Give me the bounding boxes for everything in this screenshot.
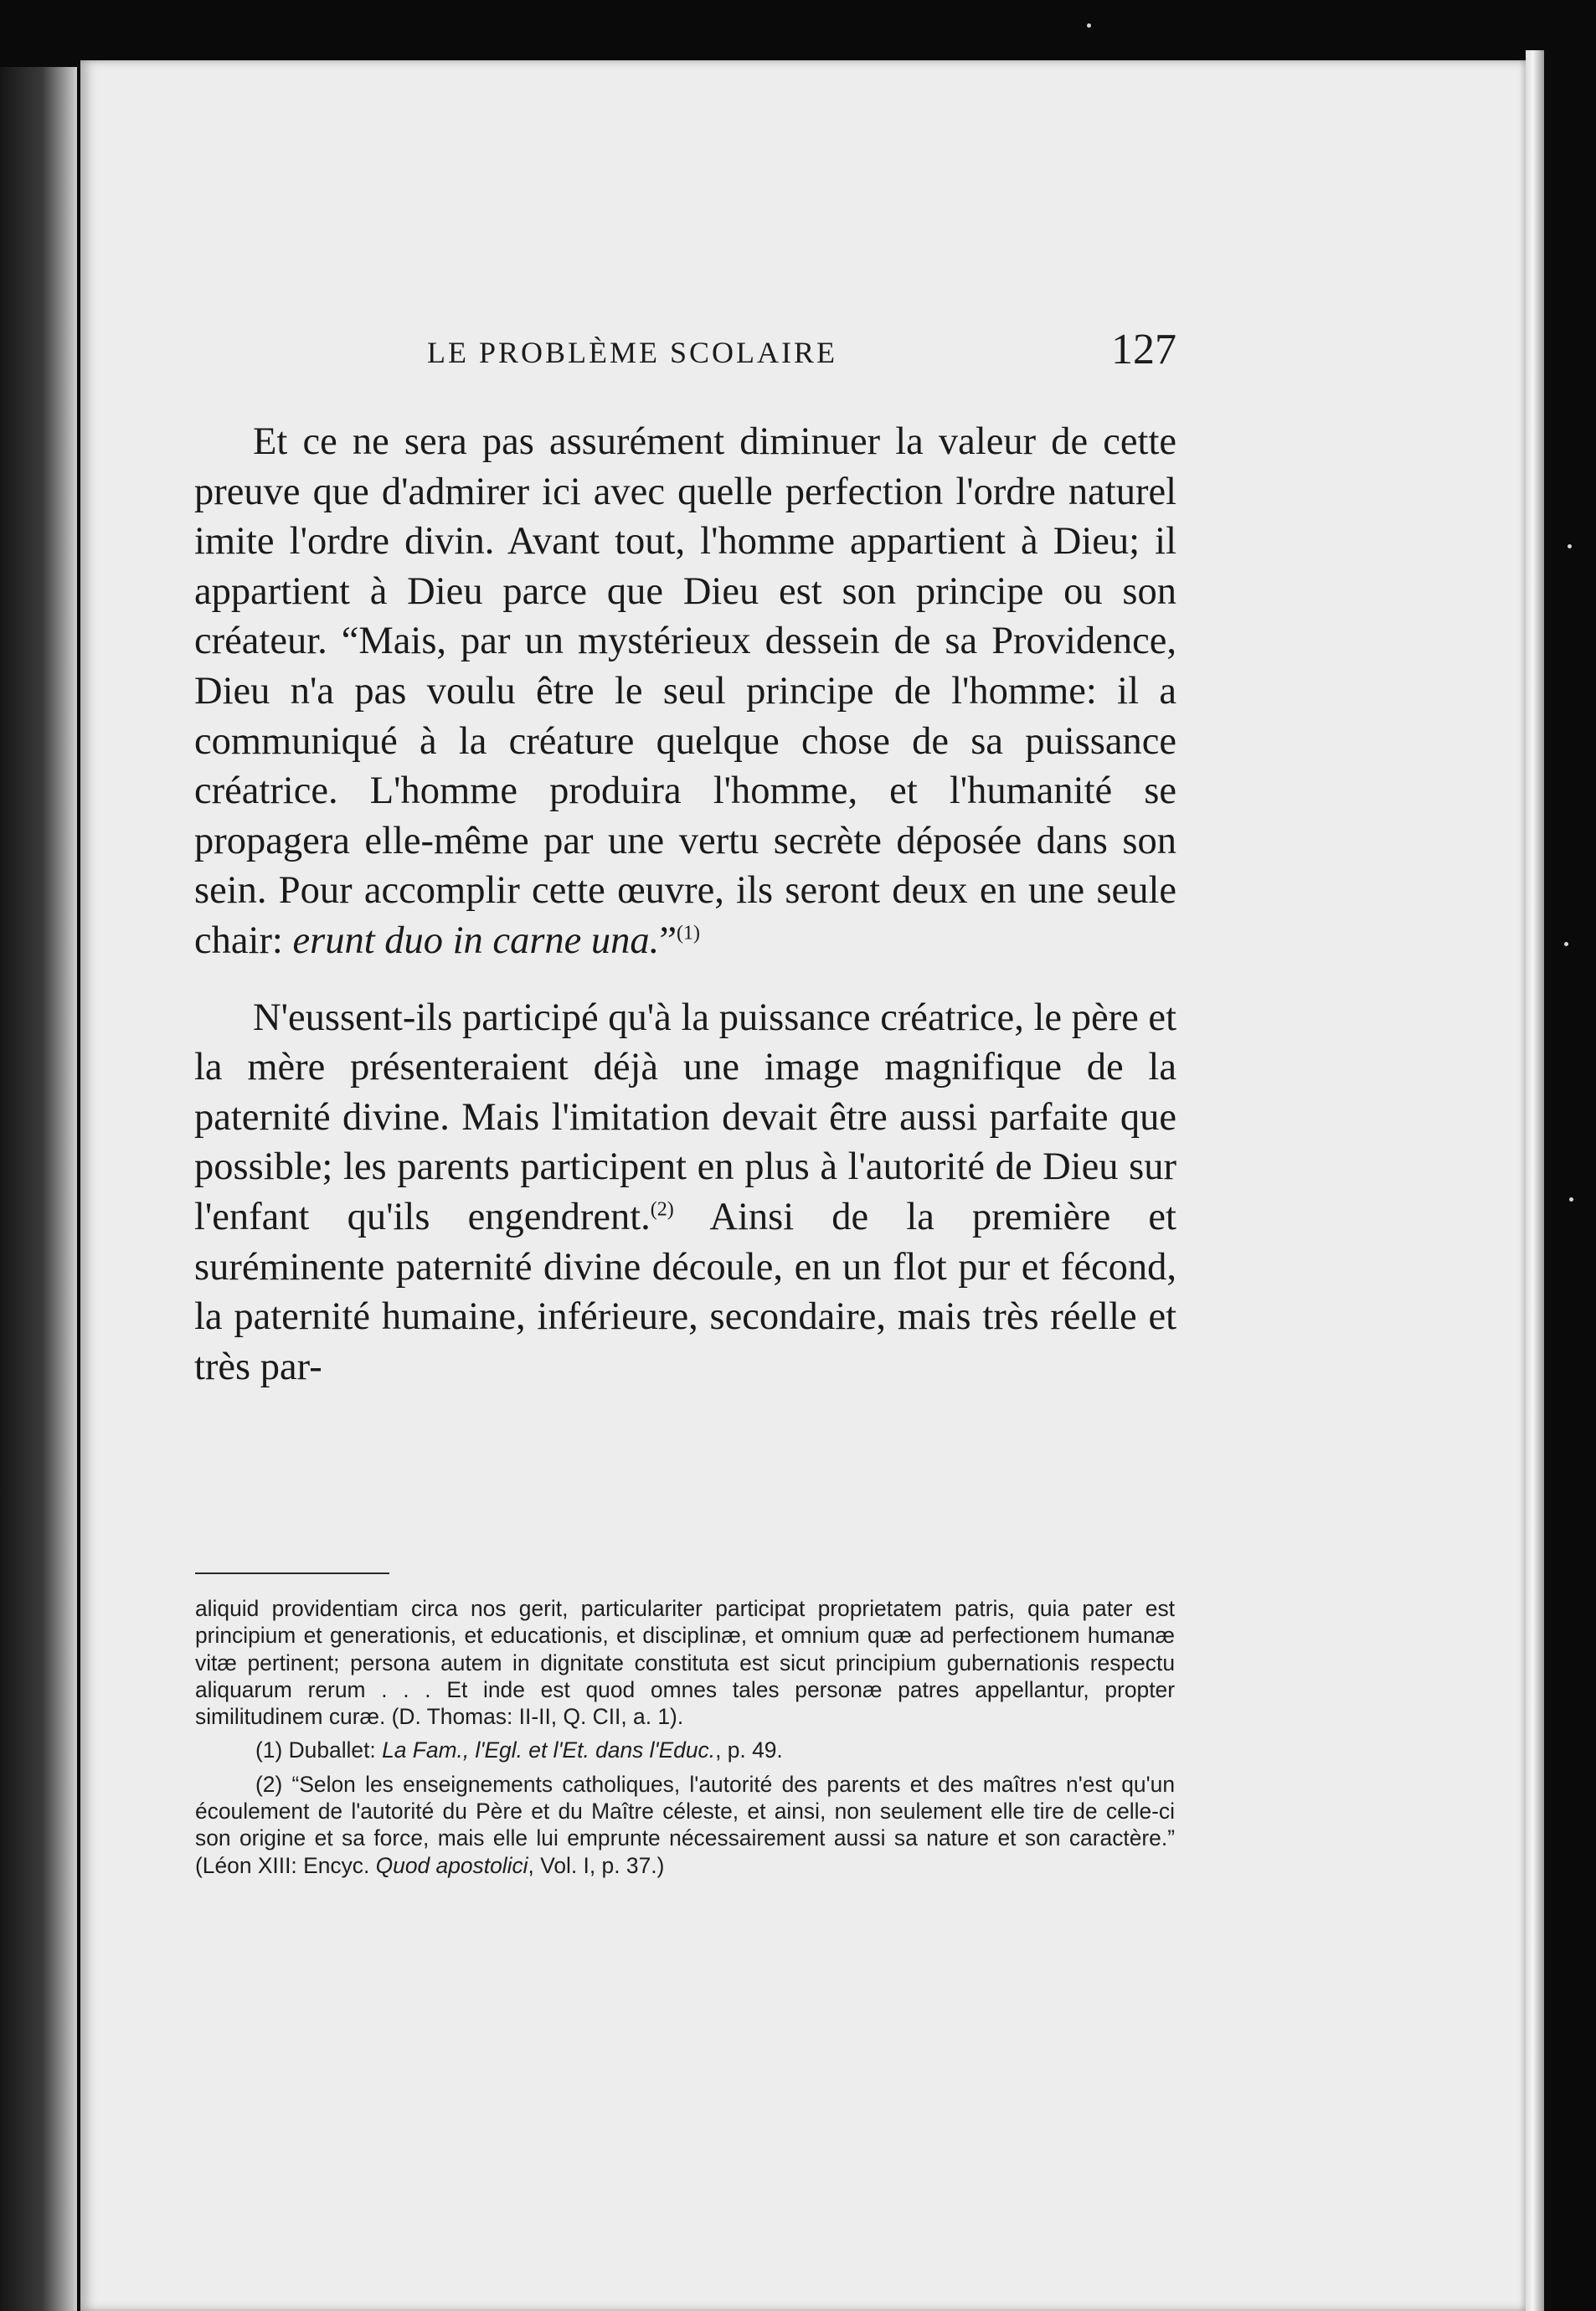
footnote-ref-2: (2) (650, 1198, 674, 1221)
footnote-1-author: Duballet: (282, 1737, 383, 1763)
footnotes (195, 1595, 1175, 1879)
closing-quote: ” (659, 919, 677, 962)
paragraph-2-text-a: N'eussent-ils participé qu'à la puissance créatrice, le père et la mère présenteraient déjà une image magnifique de la paternité divine. Mais l'imitation devait être aussi parfaite que possible; les parents participent en plus à l'autorité de Dieu sur l'enfant qu'ils engendrent. (194, 996, 1176, 1238)
running-head (385, 326, 1176, 380)
running-head-title: LE PROBLÈME SCOLAIRE (427, 336, 838, 369)
footnote-1-title: La Fam., l'Egl. et l'Et. dans l'Educ. (382, 1737, 716, 1763)
footnote-ref-1: (1) (676, 922, 700, 944)
footnote-2-marker: (2) (255, 1771, 283, 1797)
footnote-2-ref: , Vol. I, p. 37.) (528, 1852, 665, 1878)
latin-quote: erunt duo in carne una. (292, 919, 660, 962)
paragraph-2 (194, 993, 1176, 1392)
footnote-2-text: “Selon les enseignements catholiques, l'autorité des parents et des maîtres n'est qu'un écoulement de l'autorité du Père et du Maître céleste, et ainsi, non seulement elle tire de celle-ci son origine et sa force, mais elle lui emprunte nécessairement aussi sa nature et son caractère.” (Léon XIII: Encyc. (195, 1771, 1175, 1878)
footnote-2 (195, 1771, 1175, 1879)
paragraph-1-text: Et ce ne sera pas assurément diminuer la valeur de cette preuve que d'admirer ici avec quelle perfection l'ordre naturel imite l'ordre divin. Avant tout, l'homme appartient à Dieu; il appartient à Dieu parce que Dieu est son principe ou son créateur. “Mais, par un mystérieux dessein de sa Providence, Dieu n'a pas voulu être le seul principe de l'homme: il a communiqué à la créature quelque chose de sa puissance créatrice. L'homme produira l'homme, et l'humanité se propagera elle-même par une vertu secrète déposée dans son sein. Pour accomplir cette œuvre, ils seront deux en une seule chair: (194, 420, 1176, 962)
footnote-2-title: Quod apostolici (375, 1852, 528, 1878)
body-text (194, 417, 1176, 1392)
adjacent-page-sliver (0, 67, 77, 2311)
footnote-continuation: aliquid providentiam circa nos gerit, particulariter participat proprietatem patris, quia pater est principium et generationis, et educationis, et disciplinæ, et omnium quæ ad perfectionem humanæ vitæ pertinent; persona autem in dignitate constituta est sicut principium gubernationis respectu aliquarum rerum . . . Et inde est quod omnes tales personæ patres appellantur, propter similitudinem curæ. (D. Thomas: II-II, Q. CII, a. 1). (195, 1596, 1175, 1730)
footnote-1 (195, 1737, 1175, 1763)
footnote-1-marker: (1) (255, 1737, 283, 1763)
page-number: 127 (1111, 326, 1176, 373)
footnote-separator (195, 1572, 389, 1574)
paragraph-2-text-b: Ainsi de la première et suréminente paternité divine découle, en un flot pur et fécond, la paternité humaine, inférieure, secondaire, mais très réelle et très par- (194, 1195, 1176, 1388)
paragraph-1 (194, 417, 1176, 966)
page-edge (1526, 50, 1544, 2311)
footnote-1-page: , p. 49. (715, 1737, 783, 1763)
